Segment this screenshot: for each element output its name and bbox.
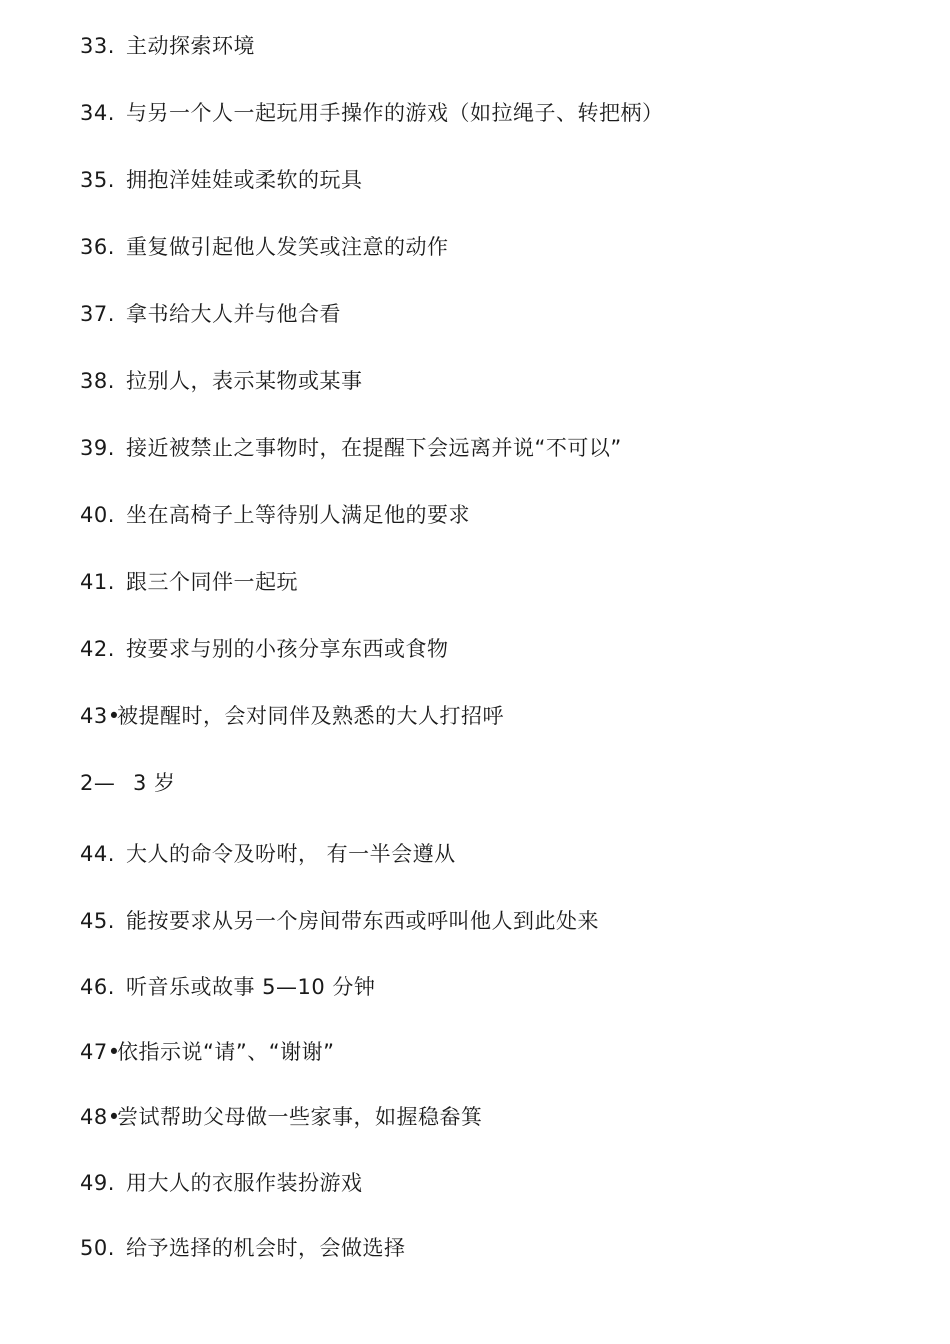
list-item xyxy=(80,166,363,194)
list-item xyxy=(80,973,375,1001)
item-number: 48• xyxy=(80,1105,121,1129)
item-number: 38. xyxy=(80,369,115,393)
item-text: 大人的命令及吩咐， 有一半会遵从 xyxy=(126,842,456,866)
list-item xyxy=(80,1038,335,1066)
list-item xyxy=(80,635,449,663)
item-text: 按要求与别的小孩分享东西或食物 xyxy=(126,637,449,661)
item-text: 与另一个人一起玩用手操作的游戏（如拉绳子、转把柄） xyxy=(126,101,664,125)
list-item xyxy=(80,568,298,596)
list-item xyxy=(80,233,449,261)
item-number: 33. xyxy=(80,34,115,58)
list-item xyxy=(80,501,470,529)
item-number: 44. xyxy=(80,842,115,866)
item-text: 被提醒时，会对同伴及熟悉的大人打招呼 xyxy=(117,704,504,728)
age-range-end: 3 岁 xyxy=(133,771,176,795)
item-number: 43• xyxy=(80,704,121,728)
item-number: 34. xyxy=(80,101,115,125)
item-text: 听音乐或故事 5—10 分钟 xyxy=(126,975,376,999)
item-text: 能按要求从另一个房间带东西或呼叫他人到此处来 xyxy=(126,909,599,933)
item-text: 拿书给大人并与他合看 xyxy=(126,302,341,326)
item-number: 47• xyxy=(80,1040,121,1064)
list-item xyxy=(80,32,255,60)
item-text: 坐在高椅子上等待别人满足他的要求 xyxy=(126,503,470,527)
item-number: 42. xyxy=(80,637,115,661)
item-text: 拉别人，表示某物或某事 xyxy=(126,369,363,393)
item-number: 50. xyxy=(80,1236,115,1260)
item-number: 41. xyxy=(80,570,115,594)
item-number: 35. xyxy=(80,168,115,192)
age-range-start: 2— xyxy=(80,771,116,795)
list-item xyxy=(80,702,504,730)
item-number: 39. xyxy=(80,436,115,460)
section-heading xyxy=(80,769,176,797)
item-text: 拥抱洋娃娃或柔软的玩具 xyxy=(126,168,363,192)
list-item xyxy=(80,840,456,868)
list-item xyxy=(80,1103,483,1131)
item-number: 40. xyxy=(80,503,115,527)
item-text: 主动探索环境 xyxy=(126,34,255,58)
list-item xyxy=(80,434,622,462)
item-text: 跟三个同伴一起玩 xyxy=(126,570,298,594)
list-item xyxy=(80,1169,363,1197)
list-item xyxy=(80,1234,406,1262)
list-item xyxy=(80,99,664,127)
item-number: 36. xyxy=(80,235,115,259)
item-text: 用大人的衣服作装扮游戏 xyxy=(126,1171,363,1195)
item-number: 46. xyxy=(80,975,115,999)
item-text: 依指示说“请”、“谢谢” xyxy=(117,1040,335,1064)
item-text: 尝试帮助父母做一些家事，如握稳畚箕 xyxy=(117,1105,483,1129)
item-text: 给予选择的机会时，会做选择 xyxy=(126,1236,406,1260)
item-number: 49. xyxy=(80,1171,115,1195)
list-item xyxy=(80,300,341,328)
list-item xyxy=(80,907,599,935)
item-text: 重复做引起他人发笑或注意的动作 xyxy=(126,235,449,259)
item-text: 接近被禁止之事物时，在提醒下会远离并说“不可以” xyxy=(126,436,622,460)
item-number: 45. xyxy=(80,909,115,933)
item-number: 37. xyxy=(80,302,115,326)
list-item xyxy=(80,367,363,395)
